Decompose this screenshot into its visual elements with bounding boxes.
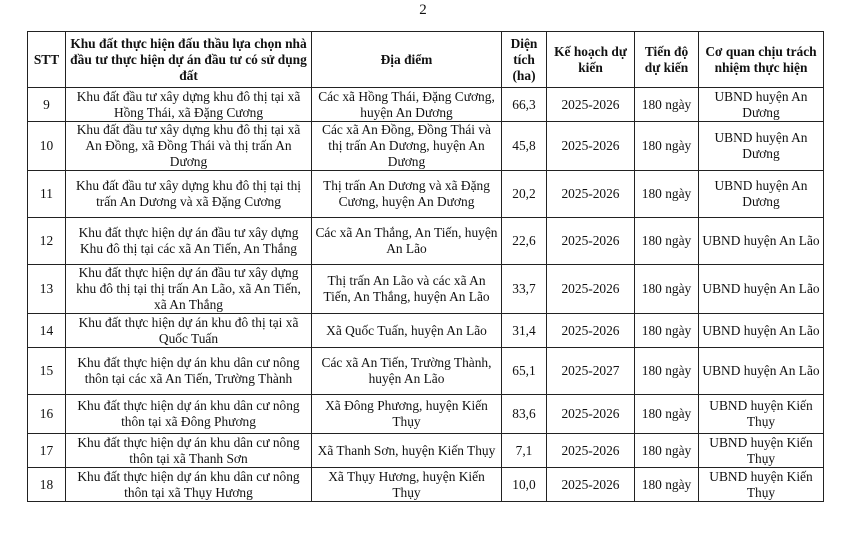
cell-land: Khu đất đầu tư xây dựng khu đô thị tại xã Hồng Thái, xã Đặng Cương — [66, 88, 312, 122]
cell-land: Khu đất thực hiện dự án khu dân cư nông thôn tại các xã An Tiến, Trường Thành — [66, 348, 312, 395]
table-row — [28, 468, 824, 502]
cell-stt: 15 — [28, 348, 66, 395]
cell-stt: 11 — [28, 171, 66, 218]
cell-progress: 180 ngày — [635, 171, 699, 218]
cell-area: 65,1 — [502, 348, 547, 395]
cell-stt: 14 — [28, 314, 66, 348]
cell-location: Xã Thụy Hương, huyện Kiến Thụy — [312, 468, 502, 502]
cell-area: 45,8 — [502, 122, 547, 171]
table-header — [28, 32, 824, 88]
cell-plan: 2025-2026 — [547, 265, 635, 314]
page-number: 2 — [419, 2, 427, 18]
cell-land: Khu đất đầu tư xây dựng khu đô thị tại xã An Đồng, xã Đồng Thái và thị trấn An Dương — [66, 122, 312, 171]
cell-location: Xã Đông Phương, huyện Kiến Thụy — [312, 395, 502, 434]
cell-plan: 2025-2026 — [547, 468, 635, 502]
cell-progress: 180 ngày — [635, 265, 699, 314]
header-plan: Kế hoạch dự kiến — [547, 32, 635, 88]
table-row — [28, 434, 824, 468]
header-stt: STT — [28, 32, 66, 88]
cell-location: Xã Quốc Tuấn, huyện An Lão — [312, 314, 502, 348]
cell-stt: 9 — [28, 88, 66, 122]
cell-location: Các xã An Tiến, Trường Thành, huyện An Lão — [312, 348, 502, 395]
table-row — [28, 265, 824, 314]
cell-plan: 2025-2026 — [547, 314, 635, 348]
cell-location: Các xã An Thắng, An Tiến, huyện An Lão — [312, 218, 502, 265]
table-row — [28, 314, 824, 348]
table-row — [28, 122, 824, 171]
table-row — [28, 171, 824, 218]
cell-stt: 10 — [28, 122, 66, 171]
header-location: Địa điểm — [312, 32, 502, 88]
cell-location: Xã Thanh Sơn, huyện Kiến Thụy — [312, 434, 502, 468]
cell-area: 20,2 — [502, 171, 547, 218]
cell-plan: 2025-2026 — [547, 122, 635, 171]
header-progress: Tiến độ dự kiến — [635, 32, 699, 88]
cell-plan: 2025-2026 — [547, 395, 635, 434]
cell-plan: 2025-2026 — [547, 434, 635, 468]
cell-progress: 180 ngày — [635, 468, 699, 502]
cell-land: Khu đất thực hiện dự án khu dân cư nông thôn tại xã Thụy Hương — [66, 468, 312, 502]
cell-area: 7,1 — [502, 434, 547, 468]
cell-land: Khu đất thực hiện dự án đầu tư xây dựng khu đô thị tại thị trấn An Lão, xã An Tiến, xã An Thắng — [66, 265, 312, 314]
header-agency: Cơ quan chịu trách nhiệm thực hiện — [699, 32, 824, 88]
cell-plan: 2025-2026 — [547, 218, 635, 265]
cell-land: Khu đất thực hiện dự án đầu tư xây dựng Khu đô thị tại các xã An Tiến, An Thắng — [66, 218, 312, 265]
cell-progress: 180 ngày — [635, 314, 699, 348]
cell-stt: 16 — [28, 395, 66, 434]
cell-agency: UBND huyện An Dương — [699, 122, 824, 171]
cell-location: Các xã An Đồng, Đồng Thái và thị trấn An Dương, huyện An Dương — [312, 122, 502, 171]
table-row — [28, 88, 824, 122]
cell-land: Khu đất thực hiện dự án khu đô thị tại xã Quốc Tuấn — [66, 314, 312, 348]
cell-area: 22,6 — [502, 218, 547, 265]
cell-area: 31,4 — [502, 314, 547, 348]
cell-area: 66,3 — [502, 88, 547, 122]
cell-agency: UBND huyện Kiến Thụy — [699, 395, 824, 434]
cell-agency: UBND huyện Kiến Thụy — [699, 468, 824, 502]
cell-area: 10,0 — [502, 468, 547, 502]
cell-agency: UBND huyện Kiến Thụy — [699, 434, 824, 468]
cell-land: Khu đất đầu tư xây dựng khu đô thị tại thị trấn An Dương và xã Đặng Cương — [66, 171, 312, 218]
cell-stt: 18 — [28, 468, 66, 502]
cell-progress: 180 ngày — [635, 348, 699, 395]
cell-plan: 2025-2026 — [547, 171, 635, 218]
land-plan-table — [27, 31, 824, 502]
cell-agency: UBND huyện An Lão — [699, 218, 824, 265]
cell-location: Thị trấn An Dương và xã Đặng Cương, huyện An Dương — [312, 171, 502, 218]
cell-progress: 180 ngày — [635, 434, 699, 468]
cell-plan: 2025-2027 — [547, 348, 635, 395]
header-row — [28, 32, 824, 88]
cell-progress: 180 ngày — [635, 218, 699, 265]
cell-stt: 12 — [28, 218, 66, 265]
cell-agency: UBND huyện An Lão — [699, 314, 824, 348]
cell-agency: UBND huyện An Lão — [699, 265, 824, 314]
cell-progress: 180 ngày — [635, 88, 699, 122]
cell-location: Các xã Hồng Thái, Đặng Cương, huyện An Dương — [312, 88, 502, 122]
cell-agency: UBND huyện An Dương — [699, 171, 824, 218]
table-row — [28, 395, 824, 434]
cell-stt: 13 — [28, 265, 66, 314]
cell-area: 33,7 — [502, 265, 547, 314]
cell-plan: 2025-2026 — [547, 88, 635, 122]
header-area: Diện tích (ha) — [502, 32, 547, 88]
cell-area: 83,6 — [502, 395, 547, 434]
cell-progress: 180 ngày — [635, 122, 699, 171]
cell-agency: UBND huyện An Dương — [699, 88, 824, 122]
cell-land: Khu đất thực hiện dự án khu dân cư nông thôn tại xã Thanh Sơn — [66, 434, 312, 468]
cell-land: Khu đất thực hiện dự án khu dân cư nông thôn tại xã Đông Phương — [66, 395, 312, 434]
header-land: Khu đất thực hiện đấu thầu lựa chọn nhà đầu tư thực hiện dự án đầu tư có sử dụng đất — [66, 32, 312, 88]
table-row — [28, 348, 824, 395]
cell-stt: 17 — [28, 434, 66, 468]
cell-agency: UBND huyện An Lão — [699, 348, 824, 395]
cell-progress: 180 ngày — [635, 395, 699, 434]
table-row — [28, 218, 824, 265]
table-body — [28, 88, 824, 502]
cell-location: Thị trấn An Lão và các xã An Tiến, An Thắng, huyện An Lão — [312, 265, 502, 314]
